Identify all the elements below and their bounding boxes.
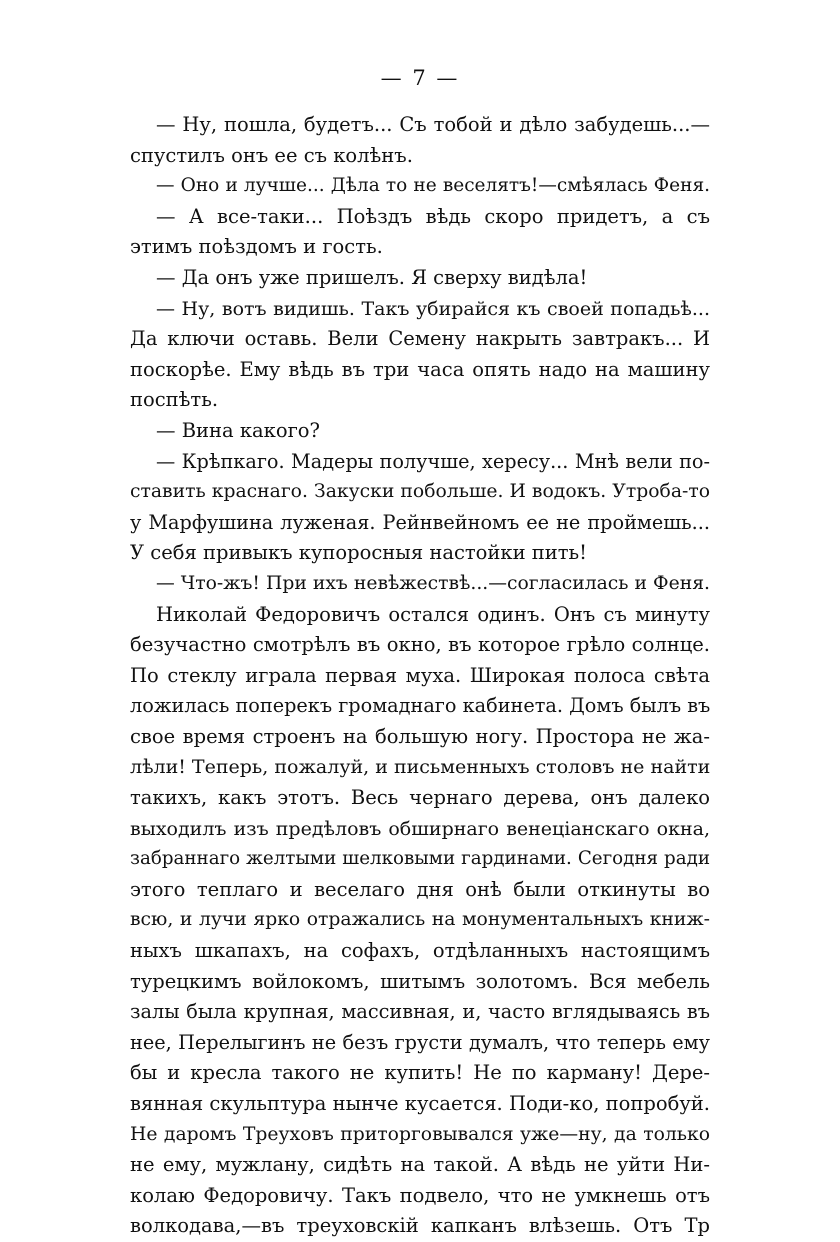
- text-line: — Что-жъ! При ихъ невѣжествѣ...—согласилась и Феня.: [156, 572, 710, 594]
- text-line: такихъ, какъ этотъ. Весь чернаго дерева, онъ далеко: [130, 786, 710, 810]
- text-line: лѣли! Теперь, пожалуй, и письменныхъ столовъ не найти: [130, 756, 710, 779]
- text-line: бы и кресла такого не купить! Не по карману! Дере-: [130, 1061, 710, 1085]
- text-line: ныхъ шкапахъ, на софахъ, отдѣланныхъ настоящимъ: [130, 939, 710, 963]
- page-number: — 7 —: [380, 66, 460, 90]
- text-line: — Ну, пошла, будетъ... Съ тобой и дѣло забудешь...—: [156, 113, 710, 136]
- text-line: залы была крупная, массивная, и, часто вглядываясь въ: [130, 1000, 710, 1024]
- text-line: выходилъ изъ предѣловъ обширнаго венеціанскаго окна,: [130, 817, 710, 840]
- text-line: — Да онъ уже пришелъ. Я сверху видѣла!: [156, 265, 588, 289]
- text-line: Николай Федоровичъ остался одинъ. Онъ съ минуту: [156, 602, 710, 626]
- text-line: волкодава,—въ треуховскій капканъ влѣзешь. Отъ Тр: [130, 1214, 710, 1238]
- text-line: ложилась поперекъ громаднаго кабинета. Домъ былъ въ: [130, 694, 710, 718]
- text-line: У себя привыкъ купоросныя настойки пить!: [130, 541, 588, 565]
- text-line: этимъ поѣздомъ и гость.: [130, 235, 383, 259]
- text-line: — А все-таки... Поѣздъ вѣдь скоро придетъ, а съ: [156, 204, 710, 228]
- text-line: По стеклу играла первая муха. Широкая полоса свѣта: [130, 663, 710, 687]
- text-line: у Марфушина луженая. Рейнвейномъ ее не проймешь...: [130, 510, 710, 534]
- text-line: безучастно смотрѣлъ въ окно, въ которое грѣло солнце.: [130, 633, 710, 657]
- text-line: этого теплаго и веселаго дня онѣ были откинуты во: [130, 877, 710, 901]
- text-line: — Оно и лучше... Дѣла то не веселятъ!—смѣялась Феня.: [156, 175, 710, 197]
- text-line: — Крѣпкаго. Мадеры получше, хересу... Мнѣ вели по-: [156, 449, 710, 473]
- text-line: всю, и лучи ярко отражались на монументальныхъ книж-: [130, 909, 710, 931]
- text-line: поскорѣе. Ему вѣдь въ три часа опять надо на машину: [130, 357, 710, 381]
- text-line: вянная скульптура нынче кусается. Поди-ко, попробуй.: [130, 1092, 710, 1115]
- page-text: [130, 110, 710, 1242]
- text-line: свое время строенъ на большую ногу. Простора не жа-: [130, 724, 710, 748]
- text-line: нее, Перелыгинъ не безъ грусти думалъ, что теперь ему: [130, 1030, 710, 1054]
- text-line: не ему, мужлану, сидѣть на такой. А вѣдь не уйти Ни-: [130, 1153, 710, 1177]
- text-line: — Ну, вотъ видишь. Такъ убирайся къ своей попадьѣ...: [156, 297, 710, 320]
- text-line: колаю Федоровичу. Такъ подвело, что не умкнешь отъ: [130, 1183, 710, 1207]
- text-line: — Вина какого?: [156, 418, 320, 442]
- text-line: ставить краснаго. Закуски побольше. И водокъ. Утроба-то: [130, 481, 710, 503]
- text-line: забраннаго желтыми шелковыми гардинами. Сегодня ради: [130, 848, 710, 870]
- text-line: Да ключи оставь. Вели Семену накрыть завтракъ... И: [130, 327, 710, 351]
- text-line: турецкимъ войлокомъ, шитымъ золотомъ. Вся мебель: [130, 969, 710, 993]
- text-line: поспѣть.: [130, 388, 219, 412]
- text-line: спустилъ онъ ее съ колѣнъ.: [130, 143, 413, 167]
- text-line: Не даромъ Треуховъ приторговывался уже—ну, да только: [130, 1123, 710, 1145]
